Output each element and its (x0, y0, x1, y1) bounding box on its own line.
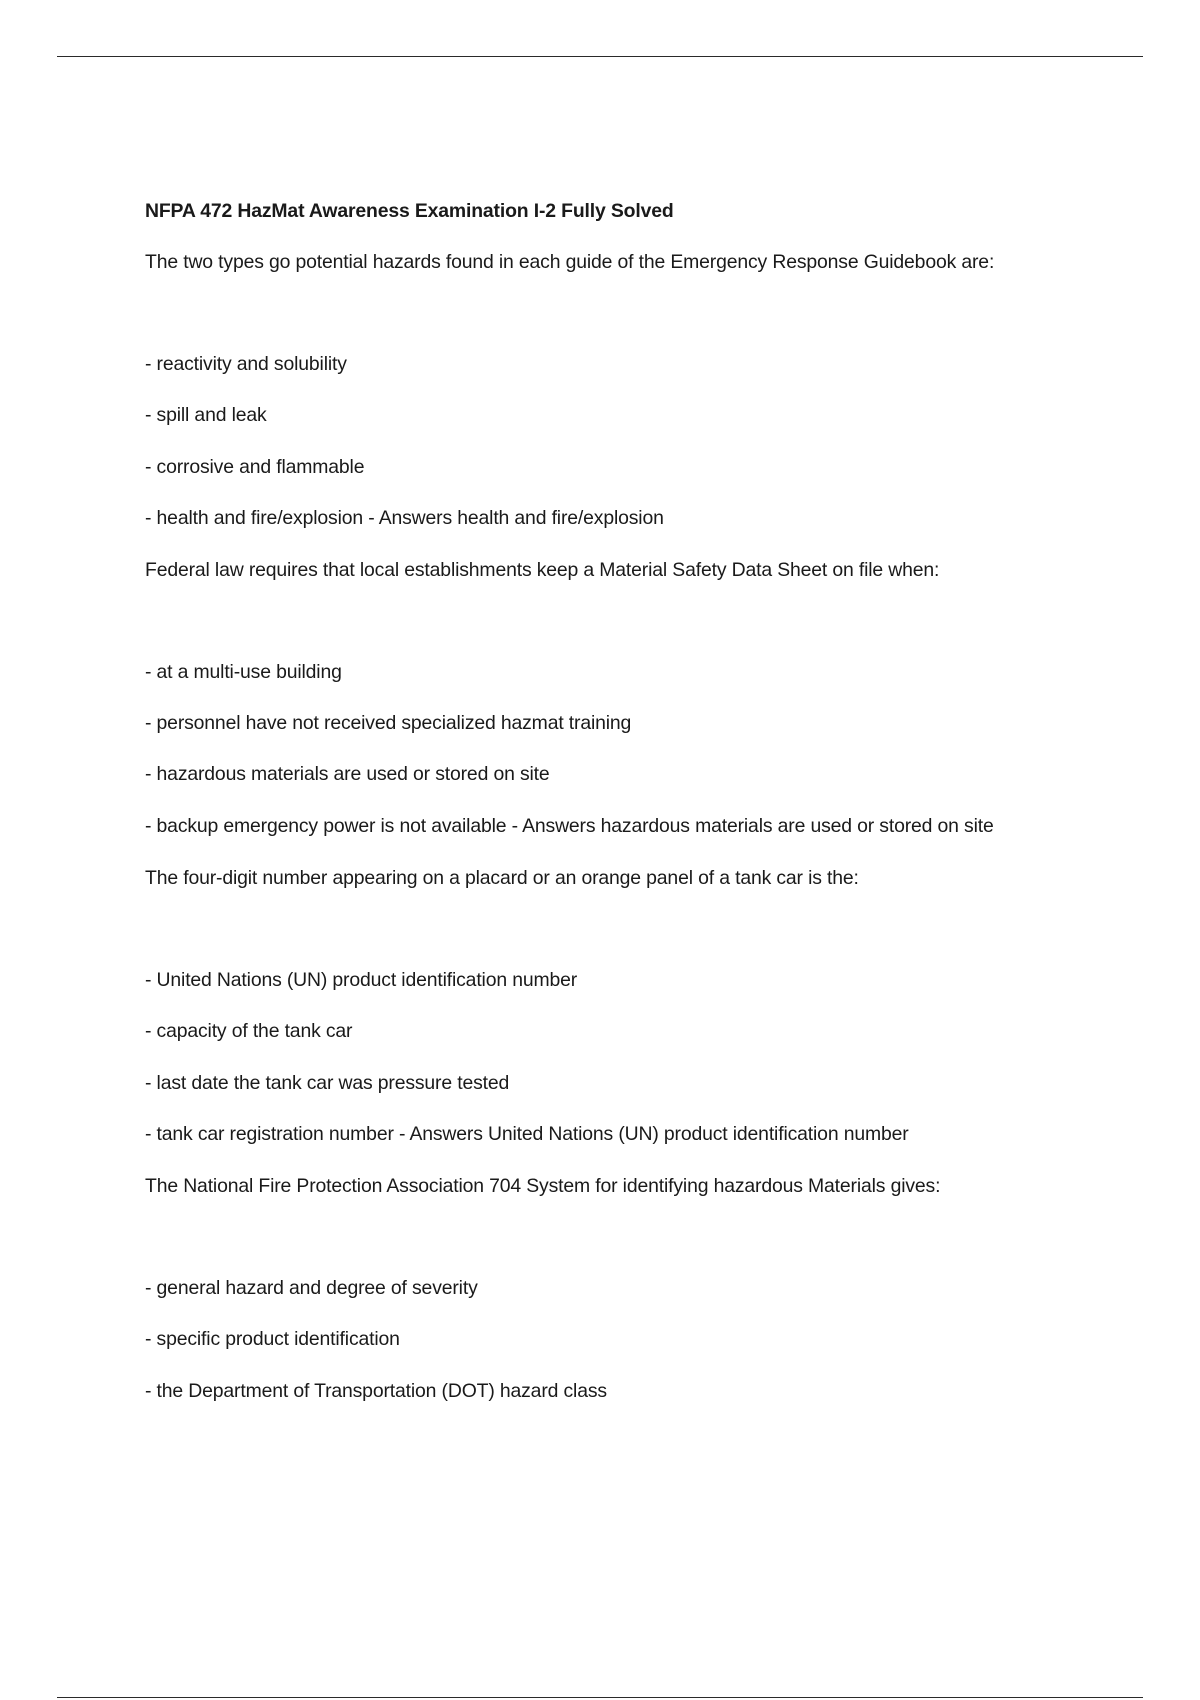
question-3-option-3: - last date the tank car was pressure tested (145, 1072, 510, 1094)
question-1-option-4: - health and fire/explosion - Answers health and fire/explosion (145, 507, 664, 529)
question-2-option-2: - personnel have not received specialized hazmat training (145, 712, 632, 734)
question-2-option-3: - hazardous materials are used or stored on site (145, 763, 550, 785)
question-4-option-1: - general hazard and degree of severity (145, 1277, 478, 1299)
question-4: The National Fire Protection Association 704 System for identifying hazardous Materials gives: (145, 1175, 941, 1197)
top-rule (57, 56, 1143, 57)
question-4-option-2: - specific product identification (145, 1328, 400, 1350)
question-2: Federal law requires that local establishments keep a Material Safety Data Sheet on file when: (145, 559, 940, 581)
question-3-option-1: - United Nations (UN) product identification number (145, 969, 578, 991)
question-1-option-1: - reactivity and solubility (145, 353, 347, 375)
question-4-option-3: - the Department of Transportation (DOT) hazard class (145, 1380, 607, 1402)
question-3: The four-digit number appearing on a placard or an orange panel of a tank car is the: (145, 867, 859, 889)
question-1: The two types go potential hazards found in each guide of the Emergency Response Guidebook are: (145, 251, 995, 273)
document-title: NFPA 472 HazMat Awareness Examination I-2 Fully Solved (145, 200, 674, 222)
question-1-option-2: - spill and leak (145, 404, 267, 426)
question-2-option-1: - at a multi-use building (145, 661, 342, 683)
question-2-option-4: - backup emergency power is not available - Answers hazardous materials are used or stored on site (145, 815, 994, 837)
question-3-option-4: - tank car registration number - Answers United Nations (UN) product identification number (145, 1123, 909, 1145)
bottom-rule (57, 1697, 1143, 1698)
question-1-option-3: - corrosive and flammable (145, 456, 365, 478)
question-3-option-2: - capacity of the tank car (145, 1020, 353, 1042)
